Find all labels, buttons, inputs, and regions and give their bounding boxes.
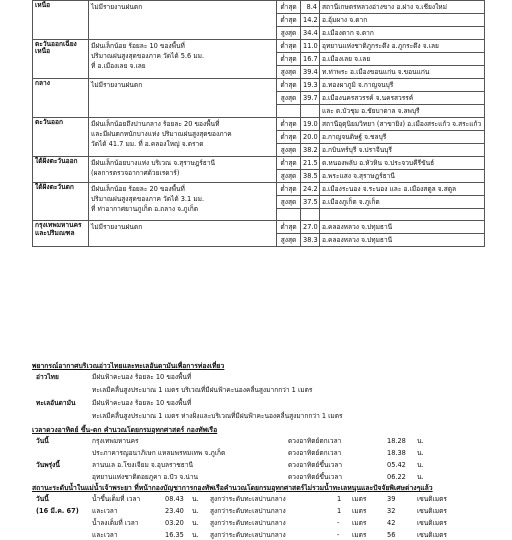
rain-description-line: ไม่มีรายงานฝนตก	[91, 3, 143, 11]
temp-kind: ต่ำสุด	[277, 40, 301, 53]
rain-description	[89, 183, 277, 221]
tide-time: 08.43	[165, 495, 184, 503]
sun-unit: น.	[417, 461, 424, 469]
station-name: ต.หนองพลับ อ.หัวหิน จ.ประจวบคีรีขันธ์	[320, 157, 485, 170]
rain-description	[89, 1, 277, 40]
gulf-line-1: มีฝนฟ้าคะนอง ร้อยละ 10 ของพื้นที่	[92, 373, 192, 381]
station-name: อ.ทองผาภูมิ จ.กาญจนบุรี	[320, 79, 485, 92]
weather-table-row	[33, 221, 485, 234]
station-name: และ ต.บัวชุม อ.ชัยบาดาล จ.ลพบุรี	[320, 105, 485, 118]
station-name: อุทยานแห่งชาติภูกระดึง อ.ภูกระดึง จ.เลย	[320, 40, 485, 53]
tide-cm-unit: เซนติเมตร	[417, 495, 447, 503]
temp-value: 38.3	[301, 234, 320, 247]
temp-value: 37.5	[301, 196, 320, 209]
station-name	[320, 209, 485, 221]
sun-unit: น.	[417, 473, 424, 481]
weather-table-row	[33, 1, 485, 14]
station-name: อ.เมืองเลย จ.เลย	[320, 53, 485, 66]
tide-level: สูงกว่าระดับทะเลปานกลาง	[210, 495, 286, 503]
rain-description	[89, 40, 277, 79]
weather-table-row	[33, 183, 485, 196]
tide-meter-unit: เมตร	[352, 531, 367, 539]
sun-times-title: เวลาดวงอาทิตย์ ขึ้น-ตก คำนวณโดยกรมอุทกศาสตร์ กองทัพเรือ	[32, 426, 218, 434]
tide-level: สูงกว่าระดับทะเลปานกลาง	[210, 531, 286, 539]
temp-kind: ต่ำสุด	[277, 14, 301, 27]
rain-description-line: ที่ อ.เมืองเลย จ.เลย	[91, 62, 146, 70]
temp-value: 19.0	[301, 118, 320, 131]
region-name: ใต้ฝั่งตะวันตก	[33, 183, 89, 221]
temp-value: 38.2	[301, 144, 320, 157]
rain-description-line: มีฝนเล็กน้อย ร้อยละ 20 ของพื้นที่	[91, 185, 185, 193]
rain-description	[89, 221, 277, 247]
tide-unit: น.	[192, 495, 199, 503]
tide-level: สูงกว่าระดับทะเลปานกลาง	[210, 507, 286, 515]
temp-value: 38.5	[301, 170, 320, 183]
tide-row	[32, 530, 484, 540]
temp-value: 14.2	[301, 14, 320, 27]
tide-time: 16.35	[165, 531, 184, 539]
tide-event: น้ำขึ้นเต็มที่ เวลา	[92, 495, 141, 503]
tide-centimeters: 32	[387, 507, 396, 515]
sun-unit: น.	[417, 449, 424, 457]
region-name: ใต้ฝั่งตะวันออก	[33, 157, 89, 183]
temp-kind: สูงสุด	[277, 196, 301, 209]
tide-event: และเวลา	[92, 531, 118, 539]
station-name: อ.พระแสง จ.สุราษฎร์ธานี	[320, 170, 485, 183]
rain-description	[89, 118, 277, 157]
sun-time: 05.42	[387, 461, 406, 469]
tide-centimeters: 56	[387, 531, 396, 539]
rain-description-line: มีฝนเล็กน้อยถึงปานกลาง ร้อยละ 20 ของพื้นที่	[91, 120, 220, 128]
weather-table-row	[33, 157, 485, 170]
temp-value: 39.7	[301, 92, 320, 105]
tide-unit: น.	[192, 531, 199, 539]
tide-meters: 1	[337, 495, 342, 503]
tide-meter-unit: เมตร	[352, 519, 367, 527]
rain-description-line: (ผลการตรวจอากาศด้วยเรดาร์)	[91, 169, 180, 177]
temp-value	[301, 105, 320, 118]
weather-table-row	[33, 118, 485, 131]
rain-description-line: และมีฝนตกหนักบางแห่ง ปริมาณฝนสูงสุดของภาค	[91, 130, 232, 138]
rain-description-line: ไม่มีรายงานฝนตก	[91, 81, 143, 89]
sea-forecast-title: พยากรณ์อากาศบริเวณอ่าวไทยและทะเลอันดามันเพื่อการท่องเที่ยว	[32, 362, 225, 370]
temp-kind: ต่ำสุด	[277, 221, 301, 234]
sun-today-label: วันนี้	[36, 437, 49, 445]
temp-kind: ต่ำสุด	[277, 1, 301, 14]
tide-centimeters: 39	[387, 495, 396, 503]
tide-meter-unit: เมตร	[352, 507, 367, 515]
temp-value	[301, 209, 320, 221]
tide-row	[32, 506, 484, 516]
sun-time: 18.28	[387, 437, 406, 445]
tide-time: 03.20	[165, 519, 184, 527]
region-name: กลาง	[33, 79, 89, 118]
temp-value: 24.2	[301, 183, 320, 196]
temp-value: 8.4	[301, 1, 320, 14]
sun-event: ดวงอาทิตย์ขึ้นเวลา	[288, 473, 343, 481]
station-name: อ.กบินทร์บุรี จ.ปราจีนบุรี	[320, 144, 485, 157]
tide-event: และเวลา	[92, 507, 118, 515]
temp-value: 39.4	[301, 66, 320, 79]
station-name: อ.เมืองนครสวรรค์ จ.นครสวรรค์	[320, 92, 485, 105]
region-name: ตะวันออก	[33, 118, 89, 157]
temp-value: 20.0	[301, 131, 320, 144]
region-name: เหนือ	[33, 1, 89, 40]
temp-kind: ต่ำสุด	[277, 183, 301, 196]
temp-kind: สูงสุด	[277, 170, 301, 183]
temp-kind: สูงสุด	[277, 234, 301, 247]
rain-description-line: ไม่มีรายงานฝนตก	[91, 223, 143, 232]
sun-place: อุทยานแห่งชาติดอยภูคา อ.ปัว จ.น่าน	[92, 473, 199, 481]
sun-event: ดวงอาทิตย์ตกเวลา	[288, 437, 342, 445]
temp-kind	[277, 105, 301, 118]
temp-value: 21.5	[301, 157, 320, 170]
rain-description-line: วัดได้ 41.7 มม. ที่ อ.คลองใหญ่ จ.ตราด	[91, 140, 204, 148]
station-name: สถานีเกษตรหลวงอ่างขาง อ.ฝาง จ.เชียงใหม่	[320, 1, 485, 14]
station-name: สถานีอุตุนิยมวิทยา (สาขายิง) อ.เมืองสระแก้ว จ.สระแก้ว	[320, 118, 485, 131]
temp-kind: ต่ำสุด	[277, 53, 301, 66]
rain-description-line: มีฝนเล็กน้อย ร้อยละ 10 ของพื้นที่	[91, 42, 185, 50]
temp-kind	[277, 209, 301, 221]
tide-meters: -	[337, 531, 340, 539]
weather-table-row	[33, 40, 485, 53]
tide-unit: น.	[192, 519, 199, 527]
tide-cm-unit: เซนติเมตร	[417, 507, 447, 515]
rain-description-line: ปริมาณฝนสูงสุดของภาค วัดได้ 3.1 มม.	[91, 195, 205, 203]
tide-title: สถานะระดับน้ำในแม่น้ำเจ้าพระยา ที่หน้ากองบัญชาการกองทัพเรือคำนวณโดยกรมอุทกศาสตร์ไม่รวมน้ำทะเลหนุนและปัจจัยพิเศษต่างๆแล้ว	[32, 484, 433, 492]
andaman-line-1: มีฝนฟ้าคะนอง ร้อยละ 10 ของพื้นที่	[92, 399, 192, 407]
andaman-label: ทะเลอันดามัน	[36, 399, 76, 407]
sun-place: ลานนเล อ.โขงเจียม จ.อุบลราชธานี	[92, 461, 193, 469]
temp-value: 16.7	[301, 53, 320, 66]
temp-value: 27.0	[301, 221, 320, 234]
sun-time: 06.22	[387, 473, 406, 481]
rain-description-line: มีฝนเล็กน้อยบางแห่ง บริเวณ จ.สุราษฎร์ธานี	[91, 159, 216, 167]
temp-value: 11.0	[301, 40, 320, 53]
rain-description-line: ที่ ท่าอากาศยานภูเก็ต อ.ถลาง จ.ภูเก็ต	[91, 205, 199, 213]
station-name: อ.คลองหลวง จ.ปทุมธานี	[320, 234, 485, 247]
temp-kind: สูงสุด	[277, 144, 301, 157]
sun-event: ดวงอาทิตย์ขึ้นเวลา	[288, 461, 343, 469]
station-name: อ.เมืองตาก จ.ตาก	[320, 27, 485, 40]
station-name: อ.เมืองระนอง จ.ระนอง และ อ.เมืองสตูล จ.สตูล	[320, 183, 485, 196]
sun-unit: น.	[417, 437, 424, 445]
regional-weather-body	[33, 1, 485, 247]
station-name: อ.กาญจนดิษฐ์ จ.ชลบุรี	[320, 131, 485, 144]
temp-kind: สูงสุด	[277, 27, 301, 40]
gulf-label: อ่าวไทย	[36, 373, 59, 381]
station-name: อ.คลองหลวง จ.ปทุมธานี	[320, 221, 485, 234]
weather-table-row	[33, 79, 485, 92]
sun-time: 18.38	[387, 449, 406, 457]
tide-meter-unit: เมตร	[352, 495, 367, 503]
station-name: อ.เมืองภูเก็ต จ.ภูเก็ต	[320, 196, 485, 209]
tide-day-label: วันนี้	[36, 495, 49, 503]
regional-weather-table	[32, 0, 485, 247]
tide-row	[32, 518, 484, 528]
tide-meters: -	[337, 519, 340, 527]
rain-description	[89, 157, 277, 183]
region-name: ตะวันออกเฉียงเหนือ	[33, 40, 89, 79]
rain-description-line: ปริมาณฝนสูงสุดของภาค วัดได้ 5.6 มม.	[91, 52, 205, 60]
temp-value: 19.3	[301, 79, 320, 92]
tide-event: น้ำลงเต็มที่ เวลา	[92, 519, 139, 527]
sun-event: ดวงอาทิตย์ตกเวลา	[288, 449, 342, 457]
andaman-line-2: ทะเลมีคลื่นสูงประมาณ 1 เมตร ห่างฝั่งและบริเวณที่มีฝนฟ้าคะนองคลื่นสูงมากกว่า 1 เมตร	[92, 412, 343, 420]
temp-kind: ต่ำสุด	[277, 79, 301, 92]
sun-place: กรุงเทพมหานคร	[92, 437, 139, 445]
temp-value: 34.4	[301, 27, 320, 40]
tide-unit: น.	[192, 507, 199, 515]
temp-kind: สูงสุด	[277, 92, 301, 105]
station-name: อ.อุ้มผาง จ.ตาก	[320, 14, 485, 27]
tide-cm-unit: เซนติเมตร	[417, 519, 447, 527]
region-name: กรุงเทพมหานคร และปริมณฑล	[33, 221, 89, 247]
sun-place: ประภาคารญอนาภิเษก แหลมพรหมเทพ จ.ภูเก็ต	[92, 449, 226, 457]
tide-time: 23.40	[165, 507, 184, 515]
temp-kind: ต่ำสุด	[277, 118, 301, 131]
temp-kind: ต่ำสุด	[277, 131, 301, 144]
tide-meters: 1	[337, 507, 342, 515]
tide-date-label: (16 มี.ค. 67)	[36, 507, 79, 515]
temp-kind: ต่ำสุด	[277, 157, 301, 170]
sun-tomorrow-label: วันพรุ่งนี้	[36, 461, 60, 469]
rain-description	[89, 79, 277, 118]
tide-level: สูงกว่าระดับทะเลปานกลาง	[210, 519, 286, 527]
temp-kind: สูงสุด	[277, 66, 301, 79]
station-name: ท.ท่าพระ อ.เมืองขอนแก่น จ.ขอนแก่น	[320, 66, 485, 79]
tide-row	[32, 494, 484, 504]
gulf-line-2: ทะเลมีคลื่นสูงประมาณ 1 เมตร บริเวณที่มีฝนฟ้าคะนองคลื่นสูงมากกว่า 1 เมตร	[92, 386, 313, 394]
tide-centimeters: 42	[387, 519, 396, 527]
tide-cm-unit: เซนติเมตร	[417, 531, 447, 539]
